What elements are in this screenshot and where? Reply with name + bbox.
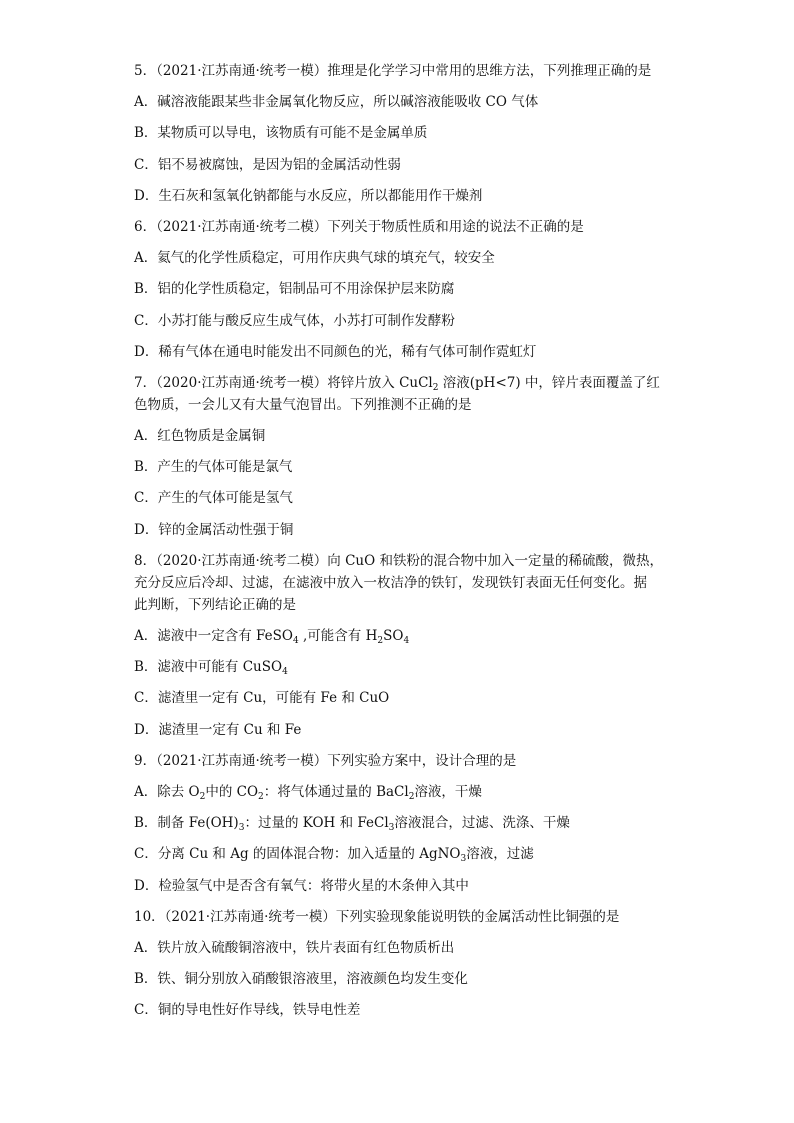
- question-10-option-a: A．铁片放入硫酸铜溶液中，铁片表面有红色物质析出: [134, 939, 455, 956]
- question-9-stem: 9．（2021·江苏南通·统考一模）下列实验方案中，设计合理的是: [134, 752, 517, 769]
- question-6-option-a: A．氦气的化学性质稳定，可用作庆典气球的填充气，较安全: [134, 250, 495, 267]
- question-9-option-d: D．检验氢气中是否含有氧气：将带火星的木条伸入其中: [134, 877, 469, 894]
- question-9-option-a: A．除去 $O_2$中的 $CO_2$：将气体通过量的 BaCl$_2$溶液，干燥: [134, 783, 482, 802]
- question-list: [134, 62, 694, 1032]
- question-10-option-b: B．铁、铜分别放入硝酸银溶液里，溶液颜色均发生变化: [134, 971, 468, 988]
- question-8-stem-line-1: 8．（2020·江苏南通·统考二模）向 CuO 和铁粉的混合物中加入一定量的稀硫酸，微热，: [134, 552, 663, 569]
- question-7-option-b: B．产生的气体可能是氯气: [134, 459, 293, 476]
- question-8-option-c: C．滤渣里一定有 Cu，可能有 Fe 和 CuO: [134, 690, 390, 707]
- question-7-option-d: D．锌的金属活动性强于铜: [134, 521, 294, 538]
- question-8-option-d: D．滤渣里一定有 Cu 和 Fe: [134, 721, 302, 738]
- question-5-option-b: B．某物质可以导电，该物质有可能不是金属单质: [134, 125, 428, 142]
- question-8-option-a: A．滤液中一定含有 FeSO$_4$ ,可能含有 $H_2SO_4$: [134, 628, 410, 646]
- question-6-stem: 6．（2021·江苏南通·统考二模）下列关于物质性质和用途的说法不正确的是: [134, 218, 584, 235]
- question-8-option-b: B．滤液中可能有 CuSO$_4$: [134, 659, 288, 678]
- question-5-option-c: C．铝不易被腐蚀，是因为铝的金属活动性弱: [134, 156, 401, 173]
- question-7-option-c: C．产生的气体可能是氢气: [134, 490, 293, 507]
- question-7-stem-line-2: 色物质，一会儿又有大量气泡冒出。下列推测不正确的是: [134, 396, 472, 413]
- question-9-option-c: C．分离 Cu 和 Ag 的固体混合物：加入适量的 AgNO$_3$溶液，过滤: [134, 846, 534, 865]
- question-5-option-d: D．生石灰和氢氧化钠都能与水反应，所以都能用作干燥剂: [134, 187, 483, 204]
- question-5-stem: 5．（2021·江苏南通·统考一模）推理是化学学习中常用的思维方法，下列推理正确的是: [134, 63, 652, 79]
- question-7-stem-line-1: 7．（2020·江苏南通·统考一模）将锌片放入 CuCl$_2$ 溶液(pH<7) 中，锌片表面覆盖了红: [134, 374, 660, 393]
- question-7-option-a: A．红色物质是金属铜: [134, 428, 266, 445]
- question-5-option-a: A．碱溶液能跟某些非金属氧化物反应，所以碱溶液能吸收 CO 气体: [134, 94, 539, 111]
- question-6-option-b: B．铝的化学性质稳定，铝制品可不用涂保护层来防腐: [134, 281, 455, 298]
- question-10-option-c: C．铜的导电性好作导线，铁导电性差: [134, 1002, 361, 1019]
- question-6-option-c: C．小苏打能与酸反应生成气体，小苏打可制作发酵粉: [134, 312, 455, 329]
- question-8-stem-line-2: 充分反应后冷却、过滤，在滤液中放入一枚洁净的铁钉，发现铁钉表面无任何变化。据: [134, 574, 647, 591]
- question-9-option-b: B．制备 $Fe(OH)_3$：过量的 KOH 和 FeCl$_3$溶液混合，过滤、洗涤、干燥: [134, 815, 570, 834]
- question-6-option-d: D．稀有气体在通电时能发出不同颜色的光，稀有气体可制作霓虹灯: [134, 343, 537, 360]
- question-8-stem-line-3: 此判断，下列结论正确的是: [134, 596, 296, 613]
- question-10-stem: 10．（2021·江苏南通·统考一模）下列实验现象能说明铁的金属活动性比铜强的是: [134, 908, 620, 925]
